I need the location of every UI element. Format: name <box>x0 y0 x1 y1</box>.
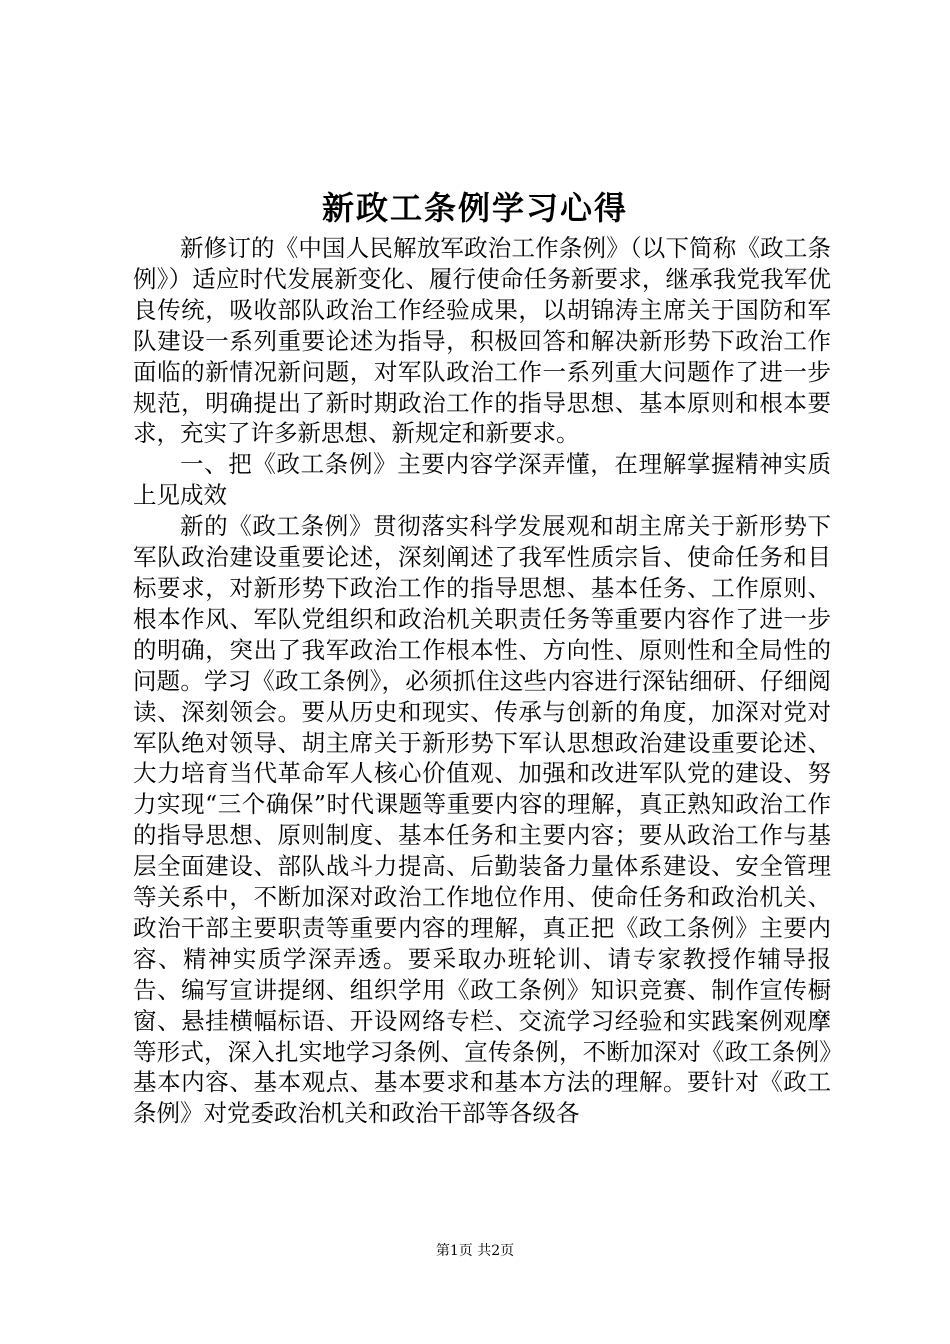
page-footer: 第1页 共2页 <box>435 1243 515 1259</box>
document-body <box>133 233 831 1129</box>
paragraph-intro: 新修订的《中国人民解放军政治工作条例》（以下简称《政工条例》）适应时代发展新变化、履行使命任务新要求，继承我党我军优良传统，吸收部队政治工作经验成果，以胡锦涛主席关于国防和军队建设一系列重要论述为指导，积极回答和解决新形势下政治工作面临的新情况新问题，对军队政治工作一系列重大问题作了进一步规范，明确提出了新时期政治工作的指导思想、基本原则和根本要求，充实了许多新思想、新规定和新要求。 <box>133 234 831 448</box>
section-heading-1: 一、把《政工条例》主要内容学深弄懂，在理解掌握精神实质上见成效 <box>133 450 831 510</box>
paragraph-section-1: 新的《政工条例》贯彻落实科学发展观和胡主席关于新形势下军队政治建设重要论述，深刻阐述了我军性质宗旨、使命任务和目标要求，对新形势下政治工作的指导思想、基本任务、工作原则、根本作风、军队党组织和政治机关职责任务等重要内容作了进一步的明确，突出了我军政治工作根本性、方向性、原则性和全局性的问题。学习《政工条例》，必须抓住这些内容进行深钻细研、仔细阅读、深刻领会。要从历史和现实、传承与创新的角度，加深对党对军队绝对领导、胡主席关于新形势下军认思想政治建设重要论述、大力培育当代革命军人核心价值观、加强和改进军队党的建设、努力实现“三个确保”时代课题等重要内容的理解，真正熟知政治工作的指导思想、原则制度、基本任务和主要内容；要从政治工作与基层全面建设、部队战斗力提高、后勤装备力量体系建设、安全管理等关系中，不断加深对政治工作地位作用、使命任务和政治机关、政治干部主要职责等重要内容的理解，真正把《政工条例》主要内容、精神实质学深弄透。要采取办班轮训、请专家教授作辅导报告、编写宣讲提纲、组织学用《政工条例》知识竞赛、制作宣传橱窗、悬挂横幅标语、开设网络专栏、交流学习经验和实践案例观摩等形式，深入扎实地学习条例、宣传条例，不断加深对《政工条例》基本内容、基本观点、基本要求和基本方法的理解。要针对《政工条例》对党委政治机关和政治干部等各级各 <box>133 512 831 1128</box>
document-title: 新政工条例学习心得 <box>321 189 628 227</box>
